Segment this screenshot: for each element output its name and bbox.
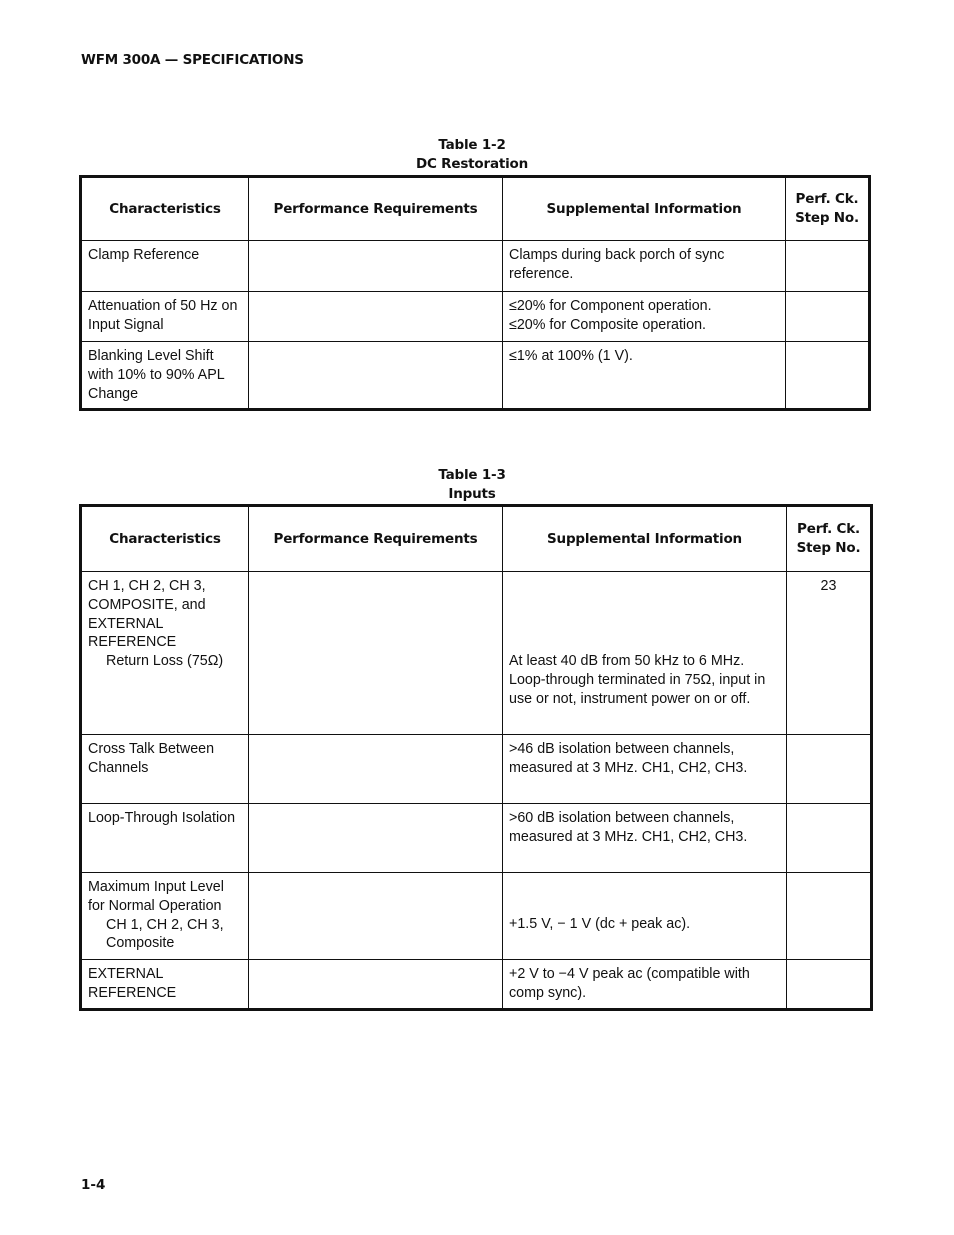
cell-supplemental: ≤20% for Component operation. ≤20% for Composite operation. — [503, 292, 786, 342]
cell-performance — [249, 735, 503, 804]
cell-supplemental — [503, 873, 787, 960]
cell-characteristic: Clamp Reference — [81, 241, 249, 292]
table-row — [81, 292, 870, 342]
cell-supplemental — [503, 572, 787, 735]
column-header-characteristics: Characteristics — [81, 177, 249, 241]
table-number: Table 1-2 — [438, 137, 506, 153]
cell-step — [786, 342, 870, 410]
cell-step — [786, 241, 870, 292]
cell-supplemental: +2 V to −4 V peak ac (compatible with comp sync). — [503, 960, 787, 1010]
column-header-performance: Performance Requirements — [249, 506, 503, 572]
dc-restoration-table — [79, 175, 871, 411]
table-title: Inputs — [448, 486, 496, 502]
column-header-step: Perf. Ck. Step No. — [787, 506, 872, 572]
cell-supplemental: ≤1% at 100% (1 V). — [503, 342, 786, 410]
cell-step — [787, 735, 872, 804]
supplemental-text: +1.5 V, − 1 V (dc + peak ac). — [509, 916, 691, 932]
table-row — [81, 873, 872, 960]
table-row — [81, 735, 872, 804]
characteristic-group-label: CH 1, CH 2, CH 3, COMPOSITE, and EXTERNAL REFERENCE — [88, 578, 206, 651]
cell-supplemental: Clamps during back porch of sync reference. — [503, 241, 786, 292]
table-number: Table 1-3 — [438, 467, 506, 483]
cell-performance — [249, 873, 503, 960]
table-1-2-caption — [0, 136, 944, 174]
table-row — [81, 241, 870, 292]
characteristic-sub-label: Return Loss (75Ω) — [106, 653, 224, 670]
table-row — [81, 804, 872, 873]
cell-performance — [249, 572, 503, 735]
cell-characteristic: Blanking Level Shift with 10% to 90% APL Change — [81, 342, 249, 410]
cell-performance — [249, 292, 503, 342]
table-row — [81, 342, 870, 410]
table-title: DC Restoration — [415, 156, 529, 172]
column-header-supplemental: Supplemental Information — [503, 506, 787, 572]
cell-performance — [249, 342, 503, 410]
table-header-row — [81, 506, 872, 572]
table-row — [81, 960, 872, 1010]
cell-performance — [249, 960, 503, 1010]
column-header-characteristics: Characteristics — [81, 506, 249, 572]
cell-supplemental: >60 dB isolation between channels, measured at 3 MHz. CH1, CH2, CH3. — [503, 804, 787, 873]
page-header: WFM 300A — SPECIFICATIONS — [81, 52, 304, 68]
column-header-step: Perf. Ck. Step No. — [786, 177, 870, 241]
cell-characteristic: EXTERNAL REFERENCE — [81, 960, 249, 1010]
page-number: 1-4 — [81, 1177, 106, 1193]
table-header-row — [81, 177, 870, 241]
cell-step: 23 — [787, 572, 872, 735]
cell-characteristic: Loop-Through Isolation — [81, 804, 249, 873]
cell-characteristic: Cross Talk Between Channels — [81, 735, 249, 804]
column-header-supplemental: Supplemental Information — [503, 177, 786, 241]
column-header-performance: Performance Requirements — [249, 177, 503, 241]
table-1-3-caption — [0, 466, 944, 504]
table-row — [81, 572, 872, 735]
cell-performance — [249, 804, 503, 873]
cell-supplemental: >46 dB isolation between channels, measured at 3 MHz. CH1, CH2, CH3. — [503, 735, 787, 804]
cell-performance — [249, 241, 503, 292]
cell-step — [787, 873, 872, 960]
cell-step — [787, 804, 872, 873]
cell-step — [786, 292, 870, 342]
characteristic-group-label: Maximum Input Level for Normal Operation — [88, 879, 224, 914]
cell-characteristic — [81, 572, 249, 735]
cell-step — [787, 960, 872, 1010]
cell-characteristic — [81, 873, 249, 960]
supplemental-text: At least 40 dB from 50 kHz to 6 MHz. Loop-through terminated in 75Ω, input in use or not, instrument power on or off. — [509, 653, 766, 707]
cell-characteristic: Attenuation of 50 Hz on Input Signal — [81, 292, 249, 342]
inputs-table — [79, 504, 873, 1011]
characteristic-sub-label: CH 1, CH 2, CH 3, Composite — [106, 916, 224, 952]
